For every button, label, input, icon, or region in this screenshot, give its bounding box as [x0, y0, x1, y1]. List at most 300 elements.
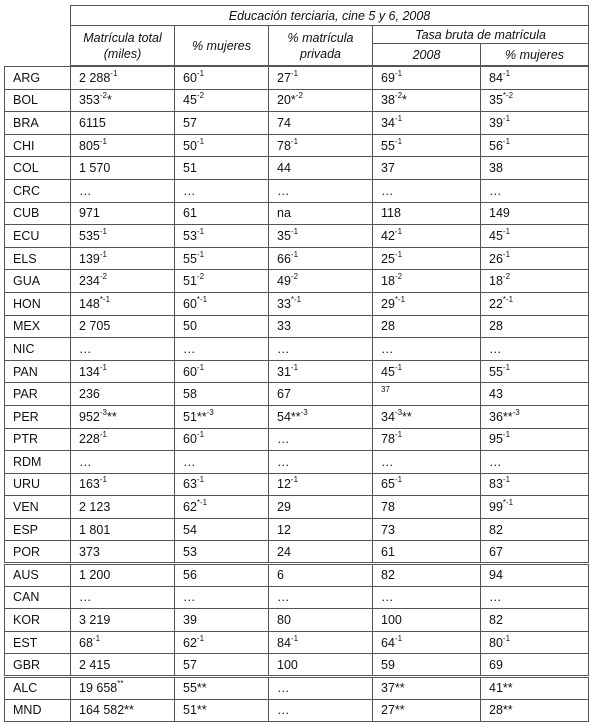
mujeres-cell: [175, 451, 269, 474]
table-row: [5, 225, 589, 248]
country-code-cell: MND: [5, 699, 71, 722]
mujeres-cell: [175, 112, 269, 135]
cell-value: 55: [183, 251, 197, 266]
table-row: [5, 496, 589, 519]
privada-cell: [269, 451, 373, 474]
tasa-mujeres-cell: [481, 112, 589, 135]
matricula-cell: [71, 360, 175, 383]
country-code-cell: COL: [5, 157, 71, 180]
country-code-cell: ALC: [5, 677, 71, 700]
privada-cell: [269, 609, 373, 632]
cell-value: 43: [489, 387, 503, 402]
cell-superscript: -1: [394, 226, 403, 236]
cell-value: 50: [183, 138, 197, 153]
matricula-cell: [71, 564, 175, 587]
country-code-cell: ECU: [5, 225, 71, 248]
cell-value: 163: [79, 477, 100, 492]
cell-value: 51**: [183, 703, 207, 718]
cell-value: …: [183, 183, 196, 198]
cell-value: …: [183, 341, 196, 356]
tasa-2008-cell: [373, 473, 481, 496]
mujeres-cell: [175, 609, 269, 632]
privada-cell: [269, 112, 373, 135]
cell-superscript: -3: [206, 407, 214, 417]
cell-value: …: [489, 183, 502, 198]
cell-value: 3 219: [79, 613, 111, 628]
tasa-mujeres-cell: [481, 338, 589, 361]
cell-value: 28: [381, 319, 395, 334]
tasa-mujeres-cell: [481, 541, 589, 564]
cell-value: 34: [381, 115, 395, 130]
country-code-cell: PTR: [5, 428, 71, 451]
col-tasa-group-header: Tasa bruta de matrícula: [373, 26, 589, 44]
privada-cell: [269, 383, 373, 406]
cell-value: 45: [489, 228, 503, 243]
cell-value: 39: [489, 115, 503, 130]
tasa-2008-cell: [373, 134, 481, 157]
matricula-cell: [71, 631, 175, 654]
table-row: [5, 451, 589, 474]
cell-value: 61: [381, 544, 395, 559]
cell-value: 18: [381, 274, 395, 289]
tasa-mujeres-cell: [481, 631, 589, 654]
privada-cell: [269, 157, 373, 180]
mujeres-cell: [175, 202, 269, 225]
table-row: [5, 586, 589, 609]
corner-cell: [5, 26, 71, 44]
cell-value: 19 658: [79, 681, 118, 696]
country-code-cell: EST: [5, 631, 71, 654]
table-row: [5, 134, 589, 157]
cell-superscript: -1: [290, 475, 299, 485]
tasa-2008-cell: [373, 225, 481, 248]
tasa-mujeres-cell: [481, 67, 589, 90]
country-code-cell: VEN: [5, 496, 71, 519]
privada-cell: [269, 315, 373, 338]
cell-value: 60: [183, 364, 197, 379]
cell-value: 25: [381, 251, 395, 266]
cell-value: 373: [79, 544, 100, 559]
cell-value: 149: [489, 206, 510, 221]
cell-value: 22: [489, 296, 503, 311]
col-mujeres-header: % mujeres: [175, 26, 269, 66]
cell-value: 80: [277, 613, 291, 628]
cell-value: 69: [489, 657, 503, 672]
cell-value: 31: [277, 364, 291, 379]
cell-superscript: -1: [502, 633, 511, 643]
cell-superscript: -1: [196, 136, 205, 146]
cell-value: 69: [381, 70, 395, 85]
privada-cell: [269, 428, 373, 451]
cell-superscript: -1: [502, 226, 511, 236]
cell-superscript: *-2: [502, 91, 514, 101]
cell-value: 353: [79, 93, 100, 108]
cell-superscript: -3: [394, 407, 403, 417]
table-row: [5, 541, 589, 564]
cell-superscript: -1: [394, 249, 403, 259]
group-title: Educación terciaria, cine 5 y 6, 2008: [71, 6, 589, 26]
table-row: [5, 315, 589, 338]
table-row: [5, 631, 589, 654]
cell-superscript: -1: [196, 226, 205, 236]
tasa-mujeres-cell: [481, 586, 589, 609]
cell-value: 67: [277, 387, 291, 402]
privada-cell: [269, 225, 373, 248]
table-row: [5, 292, 589, 315]
cell-superscript: 37: [381, 385, 390, 395]
tasa-mujeres-cell: [481, 292, 589, 315]
cell-value: 56: [183, 568, 197, 583]
privada-cell: [269, 564, 373, 587]
cell-superscript: -2: [295, 91, 303, 101]
cell-value: 51**: [183, 409, 207, 424]
tasa-mujeres-cell: [481, 157, 589, 180]
cell-superscript: -1: [99, 226, 107, 236]
tasa-mujeres-cell: [481, 202, 589, 225]
cell-suffix: **: [106, 409, 117, 424]
matricula-cell: [71, 586, 175, 609]
corner-cell: [5, 6, 71, 26]
cell-value: 18: [489, 274, 503, 289]
matricula-cell: [71, 315, 175, 338]
country-code-cell: HON: [5, 292, 71, 315]
mujeres-cell: [175, 677, 269, 700]
cell-value: 27: [277, 70, 291, 85]
tasa-2008-cell: [373, 428, 481, 451]
cell-superscript: -1: [196, 475, 205, 485]
cell-superscript: -1: [502, 362, 511, 372]
table-row: [5, 179, 589, 202]
cell-value: 35: [489, 93, 503, 108]
privada-cell: [269, 67, 373, 90]
cell-value: 50: [183, 319, 197, 334]
cell-value: 37: [381, 161, 395, 176]
cell-superscript: -1: [99, 136, 107, 146]
cell-value: 1 801: [79, 522, 111, 537]
country-code-cell: KOR: [5, 609, 71, 632]
cell-value: 37**: [381, 681, 405, 696]
privada-cell: [269, 179, 373, 202]
cell-value: 45: [183, 93, 197, 108]
tasa-mujeres-cell: [481, 225, 589, 248]
mujeres-cell: [175, 225, 269, 248]
cell-value: …: [489, 341, 502, 356]
tasa-2008-cell: [373, 451, 481, 474]
cell-value: …: [183, 590, 196, 605]
matricula-cell: [71, 112, 175, 135]
cell-value: 2 123: [79, 500, 111, 515]
cell-value: 2 415: [79, 657, 111, 672]
tasa-2008-cell: [373, 89, 481, 112]
country-code-cell: NIC: [5, 338, 71, 361]
tasa-2008-cell: [373, 677, 481, 700]
privada-cell: [269, 631, 373, 654]
privada-cell: [269, 292, 373, 315]
country-code-cell: GUA: [5, 270, 71, 293]
cell-superscript: -3: [99, 407, 107, 417]
tasa-2008-cell: [373, 564, 481, 587]
tasa-2008-cell: [373, 270, 481, 293]
mujeres-cell: [175, 338, 269, 361]
cell-value: 49: [277, 274, 291, 289]
privada-cell: [269, 677, 373, 700]
mujeres-cell: [175, 699, 269, 722]
cell-superscript: -2: [394, 91, 403, 101]
cell-value: 83: [489, 477, 503, 492]
matricula-cell: [71, 451, 175, 474]
tasa-2008-cell: [373, 631, 481, 654]
country-code-cell: PAR: [5, 383, 71, 406]
table-row: [5, 202, 589, 225]
tasa-mujeres-cell: [481, 451, 589, 474]
mujeres-cell: [175, 405, 269, 428]
cell-value: 42: [381, 228, 395, 243]
privada-cell: [269, 699, 373, 722]
cell-superscript: *-1: [196, 294, 208, 304]
mujeres-cell: [175, 179, 269, 202]
table-row: [5, 428, 589, 451]
cell-value: 29: [277, 500, 291, 515]
matricula-cell: [71, 383, 175, 406]
tasa-mujeres-cell: [481, 699, 589, 722]
tasa-2008-cell: [373, 292, 481, 315]
tasa-mujeres-cell: [481, 677, 589, 700]
cell-value: 134: [79, 364, 100, 379]
cell-value: 99: [489, 500, 503, 515]
tasa-mujeres-cell: [481, 179, 589, 202]
cell-value: 228: [79, 432, 100, 447]
privada-cell: [269, 496, 373, 519]
cell-value: 6: [277, 568, 284, 583]
cell-value: 66: [277, 251, 291, 266]
country-code-cell: PAN: [5, 360, 71, 383]
cell-value: …: [381, 590, 394, 605]
mujeres-cell: [175, 247, 269, 270]
country-code-cell: ARG: [5, 67, 71, 90]
tasa-mujeres-cell: [481, 609, 589, 632]
cell-superscript: -1: [92, 633, 101, 643]
cell-value: 20*: [277, 93, 296, 108]
cell-value: 33: [277, 319, 291, 334]
cell-superscript: -2: [99, 272, 107, 282]
cell-value: 24: [277, 544, 291, 559]
tasa-2008-cell: [373, 67, 481, 90]
mujeres-cell: [175, 631, 269, 654]
cell-superscript: -2: [196, 91, 205, 101]
tasa-2008-cell: [373, 654, 481, 677]
matricula-cell: [71, 428, 175, 451]
cell-value: 12: [277, 522, 291, 537]
cell-value: 67: [489, 544, 503, 559]
cell-value: …: [277, 341, 290, 356]
cell-value: 148: [79, 296, 100, 311]
matricula-cell: [71, 270, 175, 293]
tasa-2008-cell: [373, 586, 481, 609]
cell-value: 34: [381, 409, 395, 424]
cell-superscript: -1: [394, 362, 403, 372]
cell-value: …: [79, 183, 92, 198]
tasa-2008-cell: [373, 405, 481, 428]
cell-value: 51: [183, 274, 197, 289]
tasa-2008-cell: [373, 315, 481, 338]
privada-cell: [269, 247, 373, 270]
cell-superscript: *-1: [502, 498, 514, 508]
cell-value: …: [277, 454, 290, 469]
mujeres-cell: [175, 67, 269, 90]
matricula-cell: [71, 405, 175, 428]
cell-value: 139: [79, 251, 100, 266]
mujeres-cell: [175, 89, 269, 112]
cell-value: 45: [381, 364, 395, 379]
cell-superscript: *-1: [290, 294, 302, 304]
cell-value: 74: [277, 115, 291, 130]
tasa-2008-cell: [373, 518, 481, 541]
mujeres-cell: [175, 292, 269, 315]
cell-value: 84: [489, 70, 503, 85]
cell-value: 805: [79, 138, 100, 153]
table-row: [5, 247, 589, 270]
cell-superscript: -1: [502, 68, 511, 78]
cell-value: 36**: [489, 409, 513, 424]
mujeres-cell: [175, 654, 269, 677]
table-row: [5, 405, 589, 428]
cell-value: …: [79, 454, 92, 469]
tasa-2008-cell: [373, 541, 481, 564]
privada-cell: [269, 405, 373, 428]
tasa-mujeres-cell: [481, 270, 589, 293]
cell-value: 68: [79, 635, 93, 650]
tasa-mujeres-cell: [481, 360, 589, 383]
table-body: [5, 67, 589, 722]
cell-superscript: -1: [196, 68, 205, 78]
col-privada-header: % matrícula privada: [269, 26, 373, 66]
mujeres-cell: [175, 157, 269, 180]
matricula-cell: [71, 699, 175, 722]
privada-cell: [269, 134, 373, 157]
cell-value: 535: [79, 228, 100, 243]
cell-value: na: [277, 206, 291, 221]
table-row: [5, 654, 589, 677]
cell-superscript: *-1: [196, 498, 208, 508]
tasa-mujeres-cell: [481, 473, 589, 496]
cell-value: 41**: [489, 681, 513, 696]
cell-superscript: -1: [290, 226, 299, 236]
country-code-cell: ESP: [5, 518, 71, 541]
cell-value: 39: [183, 613, 197, 628]
cell-value: …: [277, 590, 290, 605]
privada-cell: [269, 270, 373, 293]
cell-value: 971: [79, 206, 100, 221]
tasa-2008-cell: [373, 247, 481, 270]
matricula-cell: [71, 609, 175, 632]
tasa-mujeres-cell: [481, 496, 589, 519]
tasa-2008-cell: [373, 112, 481, 135]
cell-value: 2 705: [79, 319, 111, 334]
cell-value: 62: [183, 635, 197, 650]
cell-superscript: -1: [290, 633, 299, 643]
privada-cell: [269, 89, 373, 112]
cell-superscript: -1: [502, 475, 511, 485]
cell-value: 95: [489, 432, 503, 447]
cell-value: 60: [183, 70, 197, 85]
tasa-mujeres-cell: [481, 518, 589, 541]
matricula-cell: [71, 67, 175, 90]
cell-value: 12: [277, 477, 291, 492]
cell-value: 26: [489, 251, 503, 266]
tasa-mujeres-cell: [481, 383, 589, 406]
tasa-mujeres-cell: [481, 405, 589, 428]
privada-cell: [269, 360, 373, 383]
cell-value: 82: [381, 568, 395, 583]
cell-value: 54**: [277, 409, 301, 424]
cell-value: 56: [489, 138, 503, 153]
tasa-mujeres-cell: [481, 247, 589, 270]
cell-superscript: -1: [196, 249, 205, 259]
corner-cell: [5, 44, 71, 66]
tasa-2008-cell: [373, 699, 481, 722]
cell-value: …: [183, 454, 196, 469]
cell-superscript: -2: [290, 272, 299, 282]
tasa-2008-cell: [373, 202, 481, 225]
privada-cell: [269, 202, 373, 225]
table-row: [5, 564, 589, 587]
privada-cell: [269, 518, 373, 541]
cell-value: 60: [183, 296, 197, 311]
country-code-cell: CAN: [5, 586, 71, 609]
matricula-cell: [71, 225, 175, 248]
cell-superscript: -3: [300, 407, 308, 417]
tasa-2008-cell: [373, 383, 481, 406]
cell-value: 55: [381, 138, 395, 153]
table-row: [5, 518, 589, 541]
cell-value: …: [381, 183, 394, 198]
cell-value: 952: [79, 409, 100, 424]
mujeres-cell: [175, 564, 269, 587]
cell-value: 53: [183, 544, 197, 559]
matricula-cell: [71, 496, 175, 519]
country-code-cell: CUB: [5, 202, 71, 225]
matricula-cell: [71, 157, 175, 180]
country-code-cell: MEX: [5, 315, 71, 338]
tasa-2008-cell: [373, 157, 481, 180]
privada-cell: [269, 338, 373, 361]
cell-superscript: *-1: [99, 294, 111, 304]
cell-value: 38: [489, 161, 503, 176]
cell-value: 80: [489, 635, 503, 650]
tasa-2008-cell: [373, 338, 481, 361]
table-row: [5, 473, 589, 496]
cell-value: 78: [381, 432, 395, 447]
tasa-mujeres-cell: [481, 315, 589, 338]
cell-superscript: -1: [502, 113, 511, 123]
privada-cell: [269, 473, 373, 496]
matricula-cell: [71, 473, 175, 496]
cell-value: 57: [183, 115, 197, 130]
cell-value: 234: [79, 274, 100, 289]
cell-value: …: [277, 681, 290, 696]
mujeres-cell: [175, 586, 269, 609]
table-row: [5, 67, 589, 90]
country-code-cell: GBR: [5, 654, 71, 677]
mujeres-cell: [175, 270, 269, 293]
mujeres-cell: [175, 518, 269, 541]
cell-superscript: -1: [502, 430, 511, 440]
cell-value: 100: [277, 657, 298, 672]
cell-value: 51: [183, 161, 197, 176]
cell-value: 118: [381, 206, 401, 221]
country-code-cell: CHI: [5, 134, 71, 157]
mujeres-cell: [175, 428, 269, 451]
